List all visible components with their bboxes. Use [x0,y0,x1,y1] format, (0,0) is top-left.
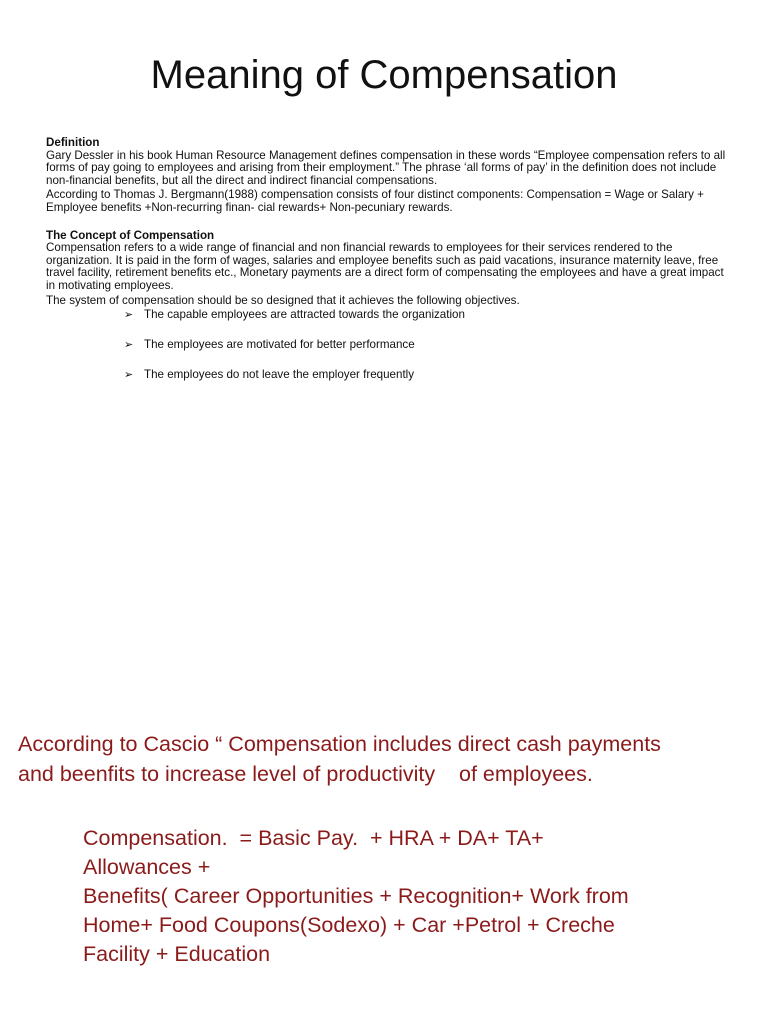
concept-paragraph-1: Compensation refers to a wide range of financial and non financial rewards to employees for their services rendered to the organization. It is paid in the form of wages, salaries and employee benefits such as paid vacations, insurance maternity leave, free travel facility, retirement benefits etc., Monetary payments are a direct form of compensating the employees and have a great impact in motivating employees. [46,241,724,292]
definition-paragraph-2: According to Thomas J. Bergmann(1988) compensation consists of four distinct components: Compensation = Wage or Salary + Employee benefits +Non-recurring finan- cial rewards+ Non-pecuniary rewards. [46,188,704,214]
arrow-bullet-icon: ➢ [124,369,134,382]
list-item-text: The employees do not leave the employer frequently [144,368,415,382]
cascio-line-1: According to Cascio “ Compensation includes direct cash payments [18,732,661,756]
definition-paragraph-1: Gary Dessler in his book Human Resource Management defines compensation in these words “Employee compensation refers to all forms of pay going to employees and arising from their employment.” The phrase ‘all forms of pay’ in the definition does not include non-financial benefits, but all the direct and indirect financial compensations. [46,148,726,187]
formula-line-4: Home+ Food Coupons(Sodexo) + Car +Petrol + Creche [83,913,615,937]
concept-paragraph-2: The system of compensation should be so designed that it achieves the following objectives. [46,293,520,307]
definition-heading: Definition [46,136,100,149]
body-text-block [46,137,726,399]
list-item-text: The employees are motivated for better performance [144,338,415,352]
formula-line-3: Benefits( Career Opportunities + Recognition+ Work from [83,884,629,908]
concept-heading: The Concept of Compensation [46,228,215,242]
page-title: Meaning of Compensation [150,53,618,97]
section-spacer [46,217,726,230]
cascio-line-2: and beenfits to increase level of productivity of employees. [18,762,593,786]
formula-line-1: Compensation. = Basic Pay. + HRA + DA+ TA+ [83,826,544,850]
list-item [124,339,726,369]
formula-line-2: Allowances + [83,855,211,879]
objectives-list [46,309,726,399]
arrow-bullet-icon: ➢ [124,339,134,352]
arrow-bullet-icon: ➢ [124,309,134,322]
list-item [124,309,726,339]
compensation-formula [83,824,743,969]
formula-line-5: Facility + Education [83,942,271,966]
list-item [124,369,726,399]
list-item-text: The capable employees are attracted towards the organization [144,308,465,322]
cascio-quote [18,729,758,789]
